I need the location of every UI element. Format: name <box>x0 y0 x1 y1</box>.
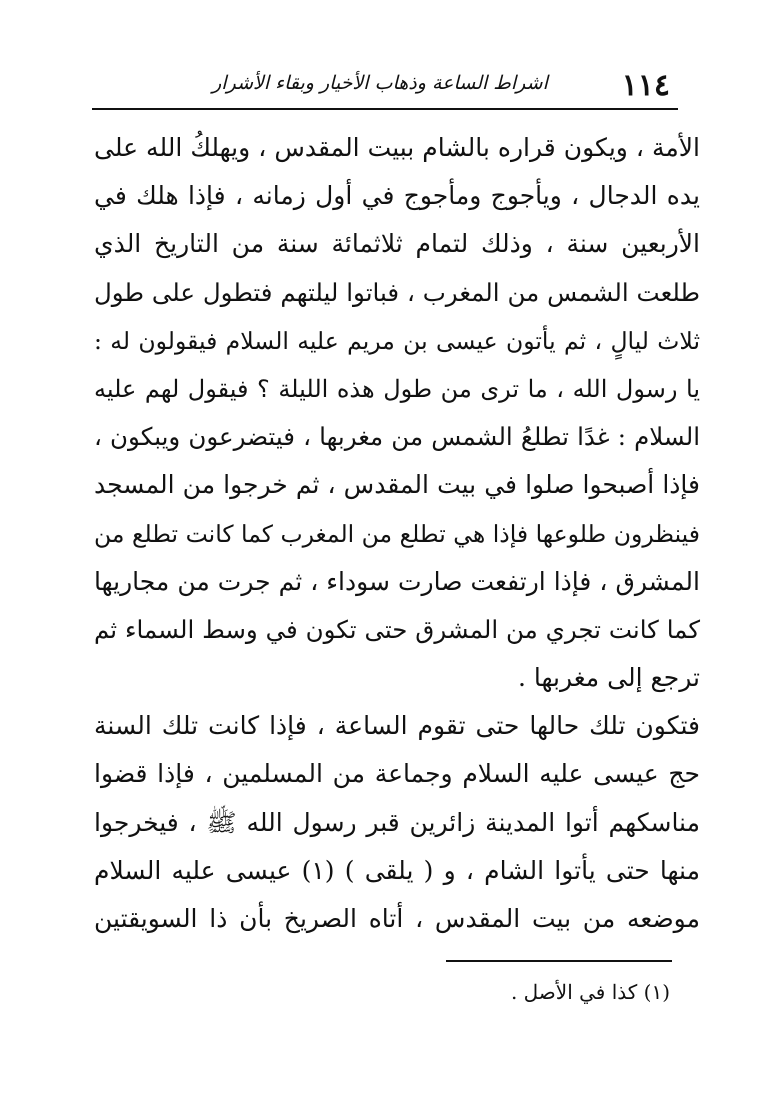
text-line: فتكون تلك حالها حتى تقوم الساعة ، فإذا كانت تلك السنة <box>94 711 700 741</box>
body-text <box>94 124 700 943</box>
page-number: ١١٤ <box>621 68 670 103</box>
text-line: الأمة ، ويكون قراره بالشام ببيت المقدس ، ويهلكُ الله على <box>94 133 700 162</box>
header-rule <box>92 108 678 110</box>
text-line: موضعه من بيت المقدس ، أتاه الصريخ بأن ذا السويقتين <box>94 904 700 933</box>
text-line: ترجع إلى مغربها . <box>517 663 700 693</box>
text-line: ثلاث ليالٍ ، ثم يأتون عيسى بن مريم عليه السلام فيقولون له : <box>94 326 700 355</box>
footnote-rule <box>446 960 672 962</box>
text-line: يده الدجال ، ويأجوج ومأجوج في أول زمانه ، فإذا هلك في <box>94 181 700 211</box>
running-title: اشراط الساعة وذهاب الأخيار وبقاء الأشرار <box>212 72 548 94</box>
text-line: المشرق ، فإذا ارتفعت صارت سوداء ، ثم جرت من مجاريها <box>94 566 700 596</box>
text-line: طلعت الشمس من المغرب ، فباتوا ليلتهم فتطول على طول <box>94 277 700 307</box>
text-line: فإذا أصبحوا صلوا في بيت المقدس ، ثم خرجوا من المسجد <box>94 470 700 500</box>
text-line: السلام : غدًا تطلعُ الشمس من مغربها ، فيتضرعون ويبكون ، <box>94 422 700 452</box>
text-line: فينظرون طلوعها فإذا هي تطلع من المغرب كما كانت تطلع من <box>94 519 700 548</box>
text-line: الأربعين سنة ، وذلك لتمام ثلاثمائة سنة من التاريخ الذي <box>94 229 700 259</box>
text-line: مناسكهم أتوا المدينة زائرين قبر رسول الله ﷺ ، فيخرجوا <box>94 807 700 837</box>
text-line: منها حتى يأتوا الشام ، و ( يلقى ) (١) عيسى عليه السلام <box>94 855 700 885</box>
page-header <box>92 66 678 106</box>
footnote: (١) كذا في الأصل . <box>510 980 670 1004</box>
text-line: كما كانت تجري من المشرق حتى تكون في وسط السماء ثم <box>94 614 700 644</box>
text-line: يا رسول الله ، ما ترى من طول هذه الليلة ؟ فيقول لهم عليه <box>94 374 700 403</box>
text-line: حج عيسى عليه السلام وجماعة من المسلمين ، فإذا قضوا <box>94 759 700 789</box>
